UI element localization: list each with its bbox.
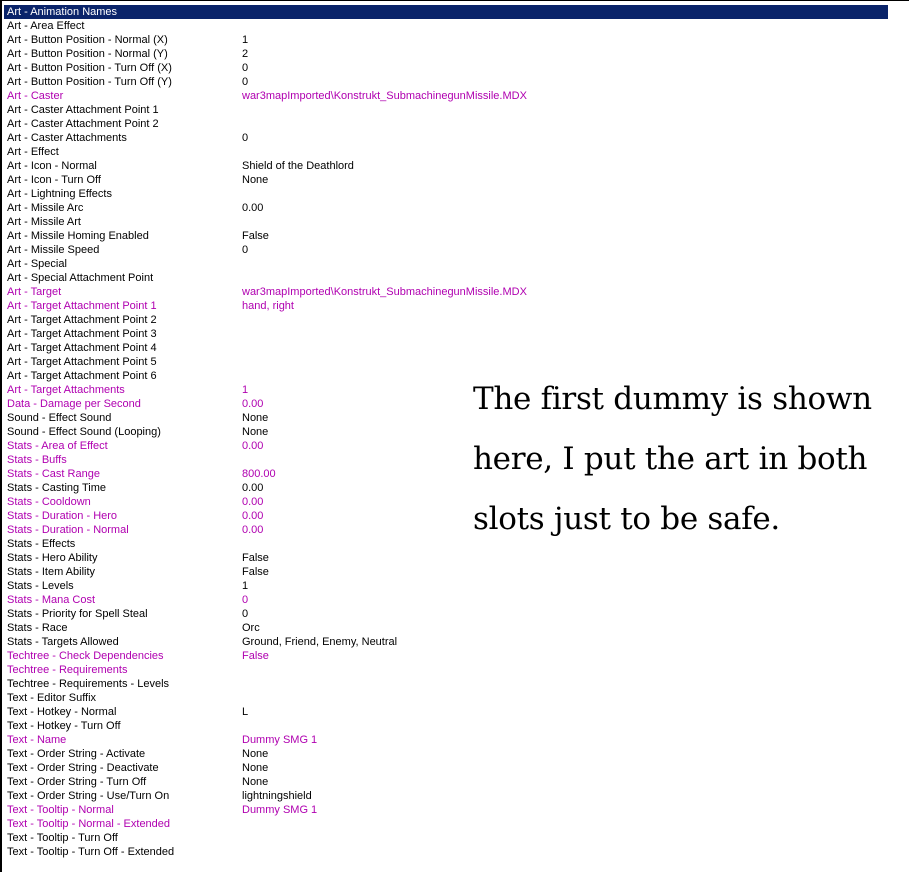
field-row[interactable] — [4, 355, 888, 369]
field-name: Stats - Race — [7, 622, 68, 634]
field-value: 0.00 — [242, 524, 264, 536]
field-name: Art - Button Position - Turn Off (Y) — [7, 76, 172, 88]
field-value: lightningshield — [242, 790, 312, 802]
field-name: Stats - Effects — [7, 538, 76, 550]
field-value: 2 — [242, 48, 249, 60]
field-name: Art - Button Position - Normal (Y) — [7, 48, 168, 60]
field-row[interactable] — [4, 327, 888, 341]
field-row[interactable] — [4, 691, 888, 705]
field-row[interactable] — [4, 243, 888, 257]
field-row[interactable] — [4, 19, 888, 33]
field-name: Art - Caster — [7, 90, 64, 102]
field-name: Art - Special — [7, 258, 67, 270]
field-name: Art - Caster Attachment Point 1 — [7, 104, 159, 116]
field-name: Text - Hotkey - Normal — [7, 706, 117, 718]
field-value: None — [242, 748, 269, 760]
field-row[interactable] — [4, 775, 888, 789]
field-name: Art - Missile Art — [7, 216, 81, 228]
field-row[interactable] — [4, 579, 888, 593]
field-value: Ground, Friend, Enemy, Neutral — [242, 636, 398, 648]
field-value: 0 — [242, 76, 249, 88]
field-name: Stats - Buffs — [7, 454, 67, 466]
field-value: war3mapImported\Konstrukt_SubmachinegunMissile.MDX — [242, 90, 527, 102]
field-value: 0.00 — [242, 510, 264, 522]
field-row[interactable] — [4, 173, 888, 187]
field-row[interactable] — [4, 75, 888, 89]
field-row[interactable] — [4, 61, 888, 75]
field-value: False — [242, 230, 269, 242]
field-name: Text - Tooltip - Normal - Extended — [7, 818, 171, 830]
field-row[interactable] — [4, 33, 888, 47]
field-name: Text - Order String - Use/Turn On — [7, 790, 170, 802]
field-row[interactable] — [4, 187, 888, 201]
field-name: Techtree - Requirements — [7, 664, 128, 676]
field-value: False — [242, 566, 269, 578]
field-name: Text - Order String - Activate — [7, 748, 146, 760]
field-name: Stats - Area of Effect — [7, 440, 108, 452]
field-row[interactable] — [4, 593, 888, 607]
field-row[interactable] — [4, 89, 888, 103]
field-name: Text - Editor Suffix — [7, 692, 97, 704]
field-value: 0.00 — [242, 202, 264, 214]
field-row[interactable] — [4, 145, 888, 159]
field-value: None — [242, 412, 269, 424]
field-name: Art - Target Attachments — [7, 384, 125, 396]
field-row[interactable] — [4, 299, 888, 313]
field-row[interactable] — [4, 215, 888, 229]
field-name: Stats - Duration - Normal — [7, 524, 129, 536]
field-name: Text - Name — [7, 734, 67, 746]
field-value: 1 — [242, 34, 249, 46]
field-name: Techtree - Check Dependencies — [7, 650, 164, 662]
field-row[interactable] — [4, 831, 888, 845]
field-value: 0 — [242, 132, 249, 144]
field-name: Stats - Item Ability — [7, 566, 96, 578]
field-name: Art - Animation Names — [7, 6, 118, 18]
field-row[interactable] — [4, 789, 888, 803]
field-name: Art - Target Attachment Point 3 — [7, 328, 157, 340]
field-name: Art - Target Attachment Point 6 — [7, 370, 157, 382]
annotation-line: The first dummy is shown — [473, 381, 872, 417]
field-name: Text - Tooltip - Turn Off — [7, 832, 118, 844]
field-name: Art - Button Position - Normal (X) — [7, 34, 168, 46]
field-row[interactable] — [4, 845, 888, 859]
field-name: Art - Missile Homing Enabled — [7, 230, 149, 242]
field-name: Text - Order String - Deactivate — [7, 762, 159, 774]
field-name: Art - Target Attachment Point 1 — [7, 300, 157, 312]
field-name: Art - Lightning Effects — [7, 188, 112, 200]
field-name: Art - Special Attachment Point — [7, 272, 154, 284]
field-value: 0.00 — [242, 482, 264, 494]
field-name: Art - Icon - Turn Off — [7, 174, 101, 186]
field-name: Art - Caster Attachment Point 2 — [7, 118, 159, 130]
field-name: Stats - Mana Cost — [7, 594, 96, 606]
field-row[interactable] — [4, 159, 888, 173]
field-name: Stats - Priority for Spell Steal — [7, 608, 148, 620]
annotation-caption — [473, 369, 893, 549]
field-row[interactable] — [4, 117, 888, 131]
field-name: Art - Button Position - Turn Off (X) — [7, 62, 172, 74]
field-row[interactable] — [4, 635, 888, 649]
field-row[interactable] — [4, 257, 888, 271]
field-row[interactable] — [4, 313, 888, 327]
field-name: Art - Missile Arc — [7, 202, 84, 214]
field-name: Stats - Hero Ability — [7, 552, 98, 564]
field-row[interactable] — [4, 733, 888, 747]
field-name: Text - Order String - Turn Off — [7, 776, 147, 788]
field-value: 0 — [242, 62, 249, 74]
field-name: Art - Target Attachment Point 4 — [7, 342, 157, 354]
field-row[interactable] — [4, 103, 888, 117]
field-name: Stats - Casting Time — [7, 482, 107, 494]
field-name: Art - Caster Attachments — [7, 132, 127, 144]
field-value: 0.00 — [242, 398, 264, 410]
field-name: Stats - Duration - Hero — [7, 510, 118, 522]
field-row[interactable] — [4, 677, 888, 691]
field-value: 0 — [242, 244, 249, 256]
field-row[interactable] — [4, 817, 888, 831]
field-row[interactable] — [4, 621, 888, 635]
field-row[interactable] — [4, 229, 888, 243]
field-name: Stats - Cast Range — [7, 468, 100, 480]
field-value: hand, right — [242, 300, 294, 312]
field-row[interactable] — [4, 747, 888, 761]
field-row[interactable] — [4, 719, 888, 733]
field-value: Dummy SMG 1 — [242, 804, 318, 816]
field-name: Text - Tooltip - Normal — [7, 804, 114, 816]
field-row[interactable] — [4, 565, 888, 579]
field-value: None — [242, 762, 269, 774]
field-name: Text - Hotkey - Turn Off — [7, 720, 121, 732]
field-name: Sound - Effect Sound (Looping) — [7, 426, 161, 438]
field-value: 800.00 — [242, 468, 276, 480]
field-name: Stats - Levels — [7, 580, 74, 592]
field-name: Techtree - Requirements - Levels — [7, 678, 170, 690]
field-value: None — [242, 776, 269, 788]
field-name: Data - Damage per Second — [7, 398, 141, 410]
field-name: Art - Effect — [7, 146, 59, 158]
field-name: Art - Target Attachment Point 2 — [7, 314, 157, 326]
field-value: 1 — [242, 580, 249, 592]
field-value: None — [242, 174, 269, 186]
field-row[interactable] — [4, 5, 888, 19]
field-name: Art - Icon - Normal — [7, 160, 97, 172]
field-name: Art - Area Effect — [7, 20, 85, 32]
field-row[interactable] — [4, 607, 888, 621]
field-row[interactable] — [4, 551, 888, 565]
field-value: 0.00 — [242, 496, 264, 508]
field-name: Art - Target Attachment Point 5 — [7, 356, 157, 368]
field-value: None — [242, 426, 269, 438]
field-name: Stats - Targets Allowed — [7, 636, 119, 648]
field-row[interactable] — [4, 47, 888, 61]
field-value: 0.00 — [242, 440, 264, 452]
annotation-line: slots just to be safe. — [473, 501, 780, 537]
field-row[interactable] — [4, 285, 888, 299]
field-value: 1 — [242, 384, 249, 396]
field-name: Stats - Cooldown — [7, 496, 91, 508]
field-name: Art - Target — [7, 286, 62, 298]
field-value: L — [242, 706, 249, 718]
field-value: 0 — [242, 594, 249, 606]
field-name: Text - Tooltip - Turn Off - Extended — [7, 846, 175, 858]
field-name: Sound - Effect Sound — [7, 412, 112, 424]
field-row[interactable] — [4, 201, 888, 215]
field-row[interactable] — [4, 131, 888, 145]
field-row[interactable] — [4, 803, 888, 817]
annotation-line: here, I put the art in both — [473, 441, 868, 477]
field-value: False — [242, 650, 269, 662]
field-value: 0 — [242, 608, 249, 620]
field-value: False — [242, 552, 269, 564]
field-row[interactable] — [4, 761, 888, 775]
field-row[interactable] — [4, 341, 888, 355]
field-row[interactable] — [4, 705, 888, 719]
field-value: Shield of the Deathlord — [242, 160, 354, 172]
field-value: war3mapImported\Konstrukt_SubmachinegunMissile.MDX — [242, 286, 527, 298]
field-row[interactable] — [4, 649, 888, 663]
field-value: Orc — [242, 622, 260, 634]
field-value: Dummy SMG 1 — [242, 734, 318, 746]
field-name: Art - Missile Speed — [7, 244, 100, 256]
field-row[interactable] — [4, 271, 888, 285]
field-row[interactable] — [4, 663, 888, 677]
